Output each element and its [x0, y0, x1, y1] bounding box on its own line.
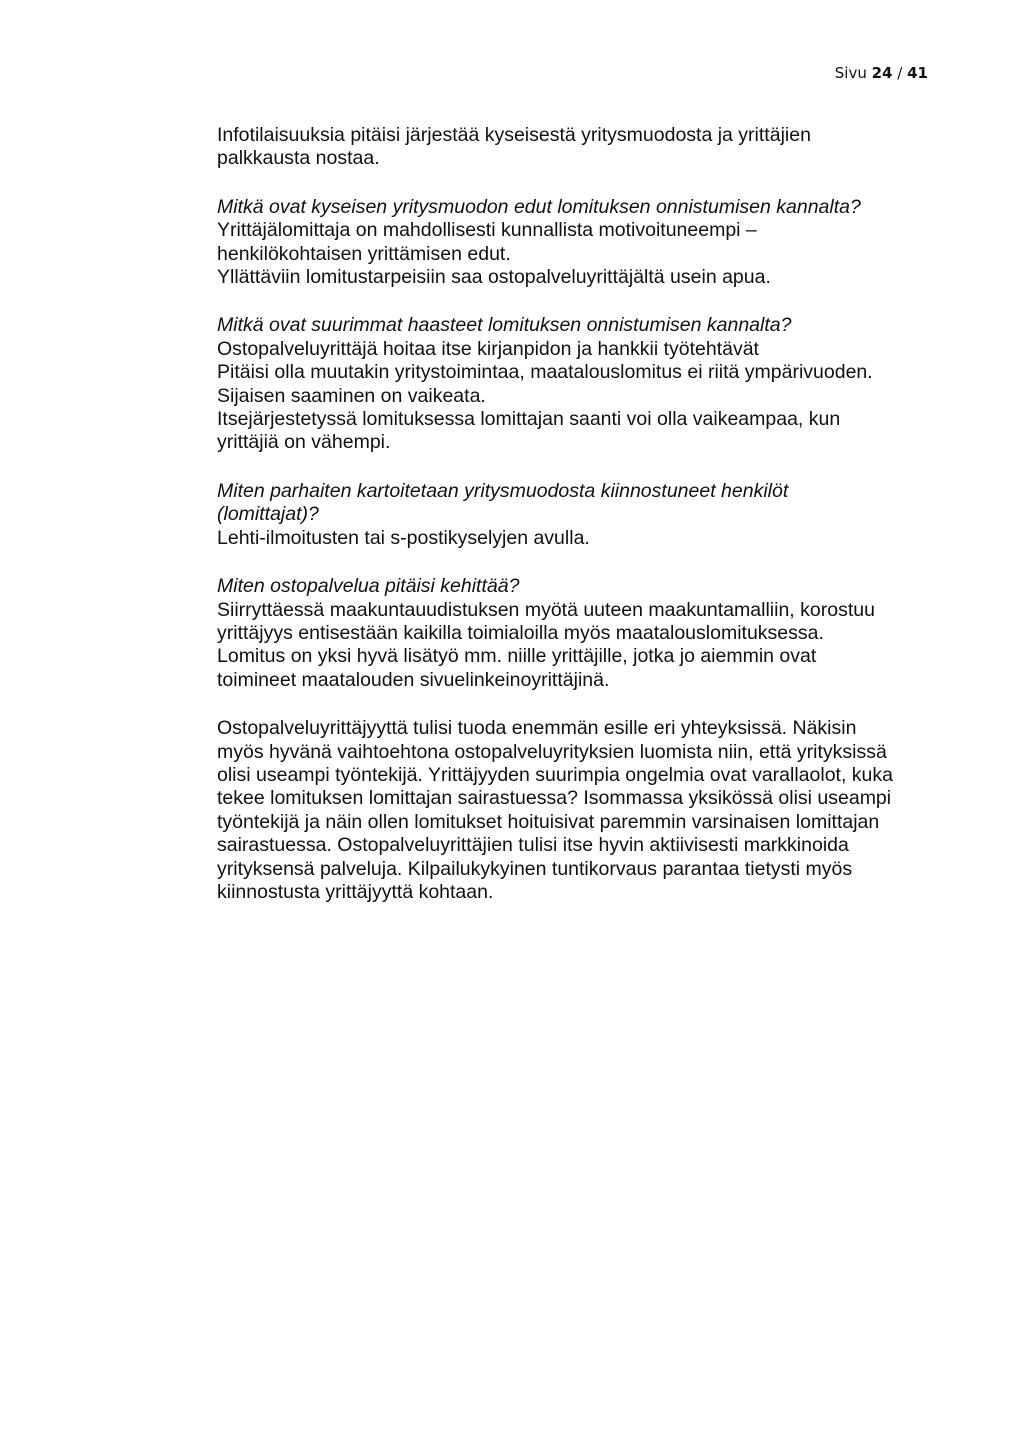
section-recruitment	[217, 480, 937, 550]
question-heading: Miten ostopalvelua pitäisi kehittää?	[217, 575, 520, 598]
text-line: Ostopalveluyrittäjyyttä tulisi tuoda enemmän esille eri yhteyksissä. Näkisin	[217, 717, 857, 740]
text-line: palkkausta nostaa.	[217, 147, 380, 170]
answer-line: Yllättäviin lomitustarpeisiin saa ostopalveluyrittäjältä usein apua.	[217, 266, 771, 289]
answer-line: Lehti-ilmoitusten tai s-postikyselyjen avulla.	[217, 526, 590, 549]
page-number-total: 41	[907, 64, 928, 82]
paragraph-closing	[217, 717, 937, 904]
page-number-current: 24	[871, 64, 893, 82]
question-heading: (lomittajat)?	[217, 503, 319, 526]
section-development	[217, 575, 937, 692]
answer-line: Itsejärjestetyssä lomituksessa lomittajan saanti voi olla vaikeampaa, kun	[217, 408, 841, 431]
text-line: olisi useampi työntekijä. Yrittäjyyden suurimpia ongelmia ovat varallaolot, kuka	[217, 763, 893, 786]
text-line: myös hyvänä vaihtoehtona ostopalveluyrityksien luomista niin, että yrityksissä	[217, 740, 887, 763]
answer-line: Yrittäjälomittaja on mahdollisesti kunnallista motivoituneempi –	[217, 219, 757, 242]
answer-line: henkilökohtaisen yrittämisen edut.	[217, 242, 511, 265]
question-heading: Mitkä ovat suurimmat haasteet lomituksen onnistumisen kannalta?	[217, 314, 792, 337]
page-number-separator: /	[897, 64, 903, 82]
document-body	[217, 124, 937, 904]
answer-line: Ostopalveluyrittäjä hoitaa itse kirjanpidon ja hankkii työtehtävät	[217, 337, 759, 360]
answer-line: yrittäjiä on vähempi.	[217, 431, 391, 454]
text-line: Infotilaisuuksia pitäisi järjestää kyseisestä yritysmuodosta ja yrittäjien	[217, 124, 811, 146]
question-heading: Mitkä ovat kyseisen yritysmuodon edut lomituksen onnistumisen kannalta?	[217, 195, 861, 218]
section-challenges	[217, 314, 937, 454]
text-line: työntekijä ja näin ollen lomitukset hoituisivat paremmin varsinaisen lomittajan	[217, 810, 880, 833]
page-number-prefix: Sivu	[834, 64, 867, 82]
paragraph-intro	[217, 124, 937, 171]
question-heading: Miten parhaiten kartoitetaan yritysmuodosta kiinnostuneet henkilöt	[217, 479, 789, 502]
text-line: tekee lomituksen lomittajan sairastuessa? Isommassa yksikössä olisi useampi	[217, 787, 892, 810]
answer-line: Siirryttäessä maakuntauudistuksen myötä uuteen maakuntamalliin, korostuu	[217, 598, 875, 621]
answer-line: Pitäisi olla muutakin yritystoimintaa, maatalouslomitus ei riitä ympärivuoden.	[217, 361, 873, 384]
section-advantages	[217, 196, 937, 290]
answer-line: toimineet maatalouden sivuelinkeinoyrittäjinä.	[217, 668, 610, 691]
text-line: kiinnostusta yrittäjyyttä kohtaan.	[217, 880, 494, 903]
text-line: yrityksensä palveluja. Kilpailukykyinen tuntikorvaus parantaa tietysti myös	[217, 857, 853, 880]
text-line: sairastuessa. Ostopalveluyrittäjien tulisi itse hyvin aktiivisesti markkinoida	[217, 834, 849, 857]
page-number	[835, 64, 928, 82]
answer-line: Lomitus on yksi hyvä lisätyö mm. niille yrittäjille, jotka jo aiemmin ovat	[217, 645, 817, 668]
answer-line: Sijaisen saaminen on vaikeata.	[217, 384, 486, 407]
answer-line: yrittäjyys entisestään kaikilla toimialoilla myös maatalouslomituksessa.	[217, 621, 824, 644]
